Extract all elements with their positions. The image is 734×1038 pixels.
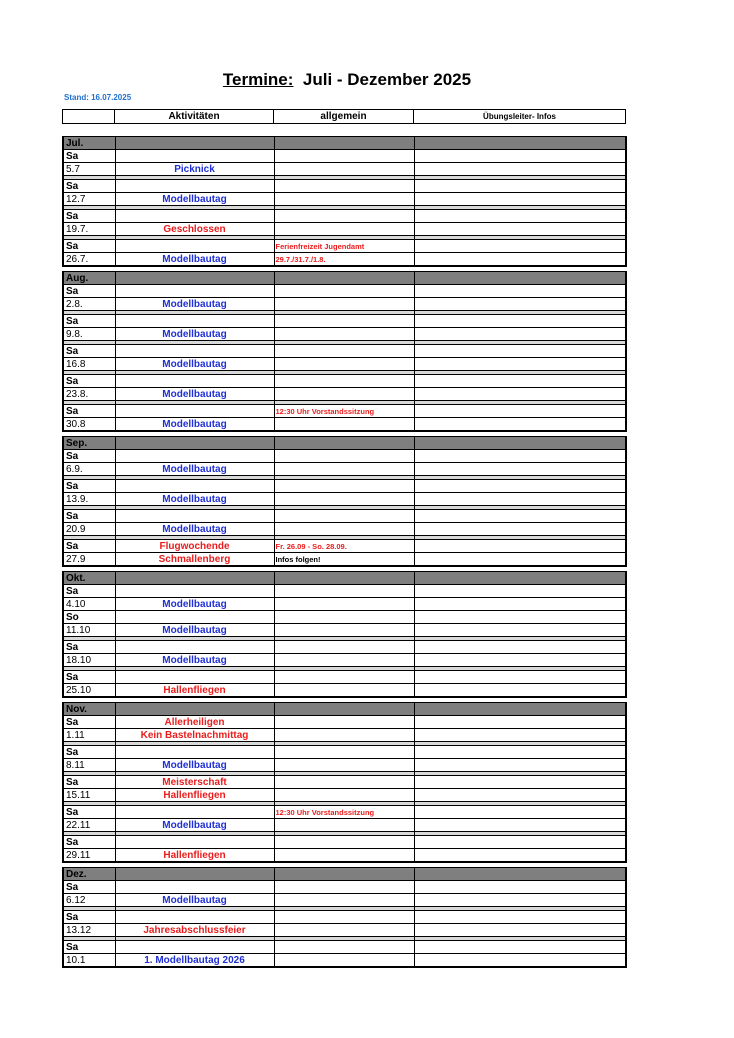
activity-line-2: Modellbautag — [115, 388, 274, 401]
activity-line-2: Hallenfliegen — [115, 789, 274, 802]
activity-line-1: Meisterschaft — [115, 776, 274, 789]
entry-row-date — [63, 759, 626, 772]
trainer-info-cell — [414, 611, 626, 624]
general-line-1 — [274, 345, 414, 358]
date: 12.7 — [63, 193, 115, 206]
general-line-2 — [274, 418, 414, 432]
entry-row-day — [63, 375, 626, 388]
entry-row-date — [63, 624, 626, 637]
entry-row-date — [63, 223, 626, 236]
general-line-2 — [274, 954, 414, 968]
date: 2.8. — [63, 298, 115, 311]
general-line-2 — [274, 493, 414, 506]
month-header-row — [63, 137, 626, 150]
date: 27.9 — [63, 553, 115, 567]
entry-row-date — [63, 954, 626, 968]
weekday: Sa — [63, 480, 115, 493]
general-line-2 — [274, 328, 414, 341]
trainer-info-cell — [414, 789, 626, 802]
header-col-general: allgemein — [274, 110, 414, 124]
general-line-2 — [274, 624, 414, 637]
activity-line-1 — [115, 345, 274, 358]
date: 23.8. — [63, 388, 115, 401]
trainer-info-cell — [414, 849, 626, 863]
activity-line-2: Kein Bastelnachmittag — [115, 729, 274, 742]
entry-row-date — [63, 598, 626, 611]
activity-line-1 — [115, 746, 274, 759]
entry-row-day — [63, 611, 626, 624]
month-header-row — [63, 272, 626, 285]
general-line-1 — [274, 285, 414, 298]
activity-line-2: Hallenfliegen — [115, 684, 274, 698]
month-name: Nov. — [63, 703, 115, 716]
general-line-2 — [274, 358, 414, 371]
month-header-row — [63, 572, 626, 585]
trainer-info-cell — [414, 819, 626, 832]
general-line-2 — [274, 729, 414, 742]
entry-row-date — [63, 463, 626, 476]
general-line-2 — [274, 463, 414, 476]
general-line-1 — [274, 911, 414, 924]
activity-line-1: Allerheiligen — [115, 716, 274, 729]
date: 13.9. — [63, 493, 115, 506]
general-line-1 — [274, 585, 414, 598]
weekday: Sa — [63, 285, 115, 298]
title-label: Termine: — [222, 70, 294, 89]
entry-row-date — [63, 894, 626, 907]
date: 29.11 — [63, 849, 115, 863]
trainer-info-cell — [414, 598, 626, 611]
date: 4.10 — [63, 598, 115, 611]
entry-row-day — [63, 285, 626, 298]
activity-line-2: Modellbautag — [115, 624, 274, 637]
entry-row-date — [63, 253, 626, 267]
entry-row-day — [63, 450, 626, 463]
activity-line-1 — [115, 671, 274, 684]
entry-row-date — [63, 654, 626, 667]
entry-row-date — [63, 193, 626, 206]
trainer-info-cell — [414, 493, 626, 506]
entry-row-date — [63, 849, 626, 863]
header-table — [62, 109, 626, 124]
trainer-info-cell — [414, 388, 626, 401]
trainer-info-cell — [414, 510, 626, 523]
general-line-1 — [274, 180, 414, 193]
date: 22.11 — [63, 819, 115, 832]
general-line-1 — [274, 776, 414, 789]
entry-row-day — [63, 210, 626, 223]
weekday: Sa — [63, 180, 115, 193]
activity-line-2: Picknick — [115, 163, 274, 176]
entry-row-day — [63, 641, 626, 654]
entry-row-date — [63, 388, 626, 401]
trainer-info-cell — [414, 746, 626, 759]
entry-row-date — [63, 523, 626, 536]
entry-row-day — [63, 881, 626, 894]
entry-row-day — [63, 911, 626, 924]
weekday: So — [63, 611, 115, 624]
month-fill — [115, 868, 274, 881]
entry-row-date — [63, 553, 626, 567]
activity-line-1 — [115, 806, 274, 819]
trainer-info-cell — [414, 375, 626, 388]
general-line-1 — [274, 315, 414, 328]
general-line-2 — [274, 298, 414, 311]
general-line-2 — [274, 193, 414, 206]
trainer-info-cell — [414, 210, 626, 223]
activity-line-2: Modellbautag — [115, 894, 274, 907]
general-line-1 — [274, 881, 414, 894]
trainer-info-cell — [414, 180, 626, 193]
trainer-info-cell — [414, 954, 626, 968]
activity-line-1 — [115, 210, 274, 223]
entry-row-date — [63, 328, 626, 341]
month-name: Okt. — [63, 572, 115, 585]
trainer-info-cell — [414, 941, 626, 954]
header-col-trainer-info: Übungsleiter- Infos — [414, 110, 626, 124]
trainer-info-cell — [414, 924, 626, 937]
activity-line-1 — [115, 375, 274, 388]
trainer-info-cell — [414, 223, 626, 236]
activity-line-1 — [115, 510, 274, 523]
activity-line-2: Modellbautag — [115, 253, 274, 267]
general-line-1 — [274, 746, 414, 759]
trainer-info-cell — [414, 553, 626, 567]
header-col-activities: Aktivitäten — [115, 110, 274, 124]
general-line-1 — [274, 210, 414, 223]
trainer-info-cell — [414, 463, 626, 476]
entry-row-day — [63, 746, 626, 759]
date: 30.8 — [63, 418, 115, 432]
activity-line-1 — [115, 180, 274, 193]
month-fill — [274, 137, 414, 150]
date: 6.9. — [63, 463, 115, 476]
header-row — [63, 110, 626, 124]
general-line-1 — [274, 450, 414, 463]
weekday: Sa — [63, 540, 115, 553]
trainer-info-cell — [414, 418, 626, 432]
title-period: Juli - Dezember 2025 — [302, 70, 472, 89]
entry-row-day — [63, 806, 626, 819]
month-fill — [414, 868, 626, 881]
month-name: Dez. — [63, 868, 115, 881]
month-fill — [274, 572, 414, 585]
activity-line-1 — [115, 450, 274, 463]
weekday: Sa — [63, 671, 115, 684]
trainer-info-cell — [414, 450, 626, 463]
general-line-2 — [274, 759, 414, 772]
entry-row-day — [63, 716, 626, 729]
general-line-2 — [274, 523, 414, 536]
general-line-2 — [274, 684, 414, 698]
weekday: Sa — [63, 881, 115, 894]
activity-line-1 — [115, 836, 274, 849]
entry-row-date — [63, 163, 626, 176]
entry-row-day — [63, 836, 626, 849]
trainer-info-cell — [414, 806, 626, 819]
general-line-1 — [274, 611, 414, 624]
general-line-1 — [274, 641, 414, 654]
trainer-info-cell — [414, 240, 626, 253]
entry-row-day — [63, 510, 626, 523]
trainer-info-cell — [414, 480, 626, 493]
weekday: Sa — [63, 716, 115, 729]
stand-date: Stand: 16.07.2025 — [64, 93, 132, 102]
month-fill — [115, 437, 274, 450]
trainer-info-cell — [414, 716, 626, 729]
schedule-table — [62, 136, 627, 968]
page-title — [0, 70, 694, 90]
general-line-1 — [274, 510, 414, 523]
month-fill — [414, 137, 626, 150]
entry-row-date — [63, 418, 626, 432]
trainer-info-cell — [414, 881, 626, 894]
entry-row-day — [63, 941, 626, 954]
activity-line-2: Jahresabschlussfeier — [115, 924, 274, 937]
general-line-2 — [274, 163, 414, 176]
entry-row-date — [63, 819, 626, 832]
weekday: Sa — [63, 450, 115, 463]
general-line-1 — [274, 480, 414, 493]
month-fill — [115, 137, 274, 150]
weekday: Sa — [63, 911, 115, 924]
date: 5.7 — [63, 163, 115, 176]
activity-line-2: Modellbautag — [115, 418, 274, 432]
trainer-info-cell — [414, 298, 626, 311]
general-line-2 — [274, 894, 414, 907]
general-line-1 — [274, 941, 414, 954]
trainer-info-cell — [414, 540, 626, 553]
activity-line-1 — [115, 585, 274, 598]
activity-line-2: Modellbautag — [115, 298, 274, 311]
month-name: Aug. — [63, 272, 115, 285]
month-name: Sep. — [63, 437, 115, 450]
weekday: Sa — [63, 150, 115, 163]
date: 11.10 — [63, 624, 115, 637]
activity-line-2: Modellbautag — [115, 523, 274, 536]
entry-row-date — [63, 924, 626, 937]
trainer-info-cell — [414, 641, 626, 654]
activity-line-2: Hallenfliegen — [115, 849, 274, 863]
trainer-info-cell — [414, 894, 626, 907]
weekday: Sa — [63, 345, 115, 358]
trainer-info-cell — [414, 671, 626, 684]
entry-row-date — [63, 493, 626, 506]
month-fill — [274, 703, 414, 716]
date: 15.11 — [63, 789, 115, 802]
activity-line-2: Modellbautag — [115, 598, 274, 611]
entry-row-day — [63, 405, 626, 418]
activity-line-2: Modellbautag — [115, 463, 274, 476]
entry-row-day — [63, 540, 626, 553]
general-line-2 — [274, 598, 414, 611]
date: 16.8 — [63, 358, 115, 371]
general-line-2 — [274, 654, 414, 667]
trainer-info-cell — [414, 150, 626, 163]
trainer-info-cell — [414, 776, 626, 789]
entry-row-date — [63, 298, 626, 311]
trainer-info-cell — [414, 253, 626, 267]
weekday: Sa — [63, 746, 115, 759]
activity-line-1 — [115, 405, 274, 418]
month-header-row — [63, 703, 626, 716]
date: 25.10 — [63, 684, 115, 698]
general-line-1 — [274, 671, 414, 684]
month-fill — [115, 572, 274, 585]
activity-line-1 — [115, 240, 274, 253]
activity-line-1 — [115, 911, 274, 924]
weekday: Sa — [63, 210, 115, 223]
general-line-2 — [274, 388, 414, 401]
month-header-row — [63, 868, 626, 881]
entry-row-date — [63, 358, 626, 371]
weekday: Sa — [63, 315, 115, 328]
entry-row-day — [63, 585, 626, 598]
entry-row-date — [63, 789, 626, 802]
trainer-info-cell — [414, 193, 626, 206]
activity-line-1 — [115, 150, 274, 163]
weekday: Sa — [63, 836, 115, 849]
entry-row-day — [63, 180, 626, 193]
month-fill — [414, 272, 626, 285]
month-fill — [274, 272, 414, 285]
general-line-1 — [274, 716, 414, 729]
weekday: Sa — [63, 375, 115, 388]
entry-row-date — [63, 684, 626, 698]
entry-row-day — [63, 480, 626, 493]
activity-line-1 — [115, 641, 274, 654]
month-fill — [414, 572, 626, 585]
entry-row-day — [63, 240, 626, 253]
activity-line-2: Modellbautag — [115, 493, 274, 506]
month-fill — [274, 437, 414, 450]
general-line-2 — [274, 819, 414, 832]
general-line-2 — [274, 849, 414, 863]
weekday: Sa — [63, 240, 115, 253]
weekday: Sa — [63, 585, 115, 598]
trainer-info-cell — [414, 345, 626, 358]
general-line-1: Ferienfreizeit Jugendamt — [274, 240, 414, 253]
trainer-info-cell — [414, 285, 626, 298]
date: 9.8. — [63, 328, 115, 341]
activity-line-2: Geschlossen — [115, 223, 274, 236]
activity-line-1 — [115, 881, 274, 894]
month-fill — [414, 703, 626, 716]
activity-line-1 — [115, 480, 274, 493]
weekday: Sa — [63, 941, 115, 954]
general-line-1: 12:30 Uhr Vorstandssitzung — [274, 806, 414, 819]
trainer-info-cell — [414, 405, 626, 418]
activity-line-2: Modellbautag — [115, 759, 274, 772]
trainer-info-cell — [414, 523, 626, 536]
activity-line-1: Flugwochende — [115, 540, 274, 553]
activity-line-1 — [115, 285, 274, 298]
general-line-2: 29.7./31.7./1.8. — [274, 253, 414, 267]
date: 18.10 — [63, 654, 115, 667]
date: 10.1 — [63, 954, 115, 968]
entry-row-day — [63, 150, 626, 163]
general-line-1 — [274, 150, 414, 163]
general-line-2 — [274, 789, 414, 802]
weekday: Sa — [63, 776, 115, 789]
entry-row-day — [63, 776, 626, 789]
date: 13.12 — [63, 924, 115, 937]
activity-line-2: Modellbautag — [115, 654, 274, 667]
month-fill — [115, 703, 274, 716]
trainer-info-cell — [414, 358, 626, 371]
general-line-2: Infos folgen! — [274, 553, 414, 567]
general-line-1: Fr. 26.09 - So. 28.09. — [274, 540, 414, 553]
date: 1.11 — [63, 729, 115, 742]
general-line-2 — [274, 924, 414, 937]
trainer-info-cell — [414, 328, 626, 341]
activity-line-2: Modellbautag — [115, 193, 274, 206]
activity-line-2: Modellbautag — [115, 819, 274, 832]
month-fill — [414, 437, 626, 450]
month-name: Jul. — [63, 137, 115, 150]
entry-row-date — [63, 729, 626, 742]
trainer-info-cell — [414, 836, 626, 849]
month-fill — [274, 868, 414, 881]
general-line-2 — [274, 223, 414, 236]
trainer-info-cell — [414, 315, 626, 328]
trainer-info-cell — [414, 585, 626, 598]
trainer-info-cell — [414, 759, 626, 772]
trainer-info-cell — [414, 684, 626, 698]
activity-line-2: Modellbautag — [115, 328, 274, 341]
entry-row-day — [63, 315, 626, 328]
activity-line-1 — [115, 941, 274, 954]
trainer-info-cell — [414, 163, 626, 176]
month-header-row — [63, 437, 626, 450]
trainer-info-cell — [414, 654, 626, 667]
general-line-1 — [274, 836, 414, 849]
entry-row-day — [63, 345, 626, 358]
date: 20.9 — [63, 523, 115, 536]
trainer-info-cell — [414, 911, 626, 924]
trainer-info-cell — [414, 624, 626, 637]
general-line-1: 12:30 Uhr Vorstandssitzung — [274, 405, 414, 418]
activity-line-2: Schmallenberg — [115, 553, 274, 567]
weekday: Sa — [63, 641, 115, 654]
date: 19.7. — [63, 223, 115, 236]
date: 8.11 — [63, 759, 115, 772]
general-line-1 — [274, 375, 414, 388]
weekday: Sa — [63, 806, 115, 819]
trainer-info-cell — [414, 729, 626, 742]
weekday: Sa — [63, 510, 115, 523]
activity-line-2: 1. Modellbautag 2026 — [115, 954, 274, 968]
header-col-date — [63, 110, 115, 124]
entry-row-day — [63, 671, 626, 684]
date: 6.12 — [63, 894, 115, 907]
activity-line-2: Modellbautag — [115, 358, 274, 371]
activity-line-1 — [115, 611, 274, 624]
date: 26.7. — [63, 253, 115, 267]
activity-line-1 — [115, 315, 274, 328]
weekday: Sa — [63, 405, 115, 418]
month-fill — [115, 272, 274, 285]
